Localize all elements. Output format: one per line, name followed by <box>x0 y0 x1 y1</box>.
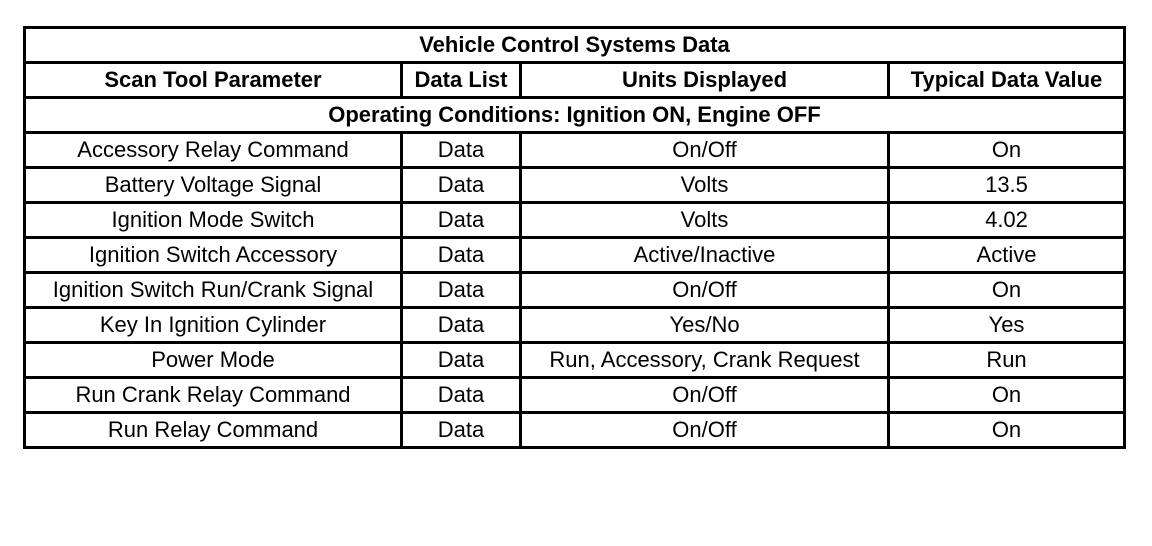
data-list-cell: Data <box>402 273 521 308</box>
header-typical-data-value: Typical Data Value <box>889 63 1125 98</box>
table-row <box>25 133 1125 168</box>
parameter-cell: Battery Voltage Signal <box>25 168 402 203</box>
data-list-cell: Data <box>402 413 521 448</box>
units-cell: On/Off <box>521 378 889 413</box>
header-scan-tool-parameter: Scan Tool Parameter <box>25 63 402 98</box>
units-cell: Active/Inactive <box>521 238 889 273</box>
data-list-cell: Data <box>402 308 521 343</box>
parameter-cell: Run Relay Command <box>25 413 402 448</box>
units-cell: On/Off <box>521 273 889 308</box>
typical-value-cell: On <box>889 133 1125 168</box>
units-cell: Volts <box>521 203 889 238</box>
typical-value-cell: Active <box>889 238 1125 273</box>
units-cell: Yes/No <box>521 308 889 343</box>
table-row <box>25 378 1125 413</box>
header-units-displayed: Units Displayed <box>521 63 889 98</box>
typical-value-cell: On <box>889 413 1125 448</box>
units-cell: Run, Accessory, Crank Request <box>521 343 889 378</box>
header-data-list: Data List <box>402 63 521 98</box>
data-list-cell: Data <box>402 168 521 203</box>
data-list-cell: Data <box>402 133 521 168</box>
table-header-row <box>25 63 1125 98</box>
data-list-cell: Data <box>402 343 521 378</box>
units-cell: On/Off <box>521 133 889 168</box>
table-row <box>25 413 1125 448</box>
typical-value-cell: 4.02 <box>889 203 1125 238</box>
typical-value-cell: Yes <box>889 308 1125 343</box>
units-cell: Volts <box>521 168 889 203</box>
parameter-cell: Key In Ignition Cylinder <box>25 308 402 343</box>
table-row <box>25 238 1125 273</box>
table-title-row <box>25 28 1125 63</box>
section-title-row <box>25 98 1125 133</box>
typical-value-cell: On <box>889 273 1125 308</box>
data-list-cell: Data <box>402 378 521 413</box>
table-row <box>25 273 1125 308</box>
units-cell: On/Off <box>521 413 889 448</box>
typical-value-cell: Run <box>889 343 1125 378</box>
vehicle-control-systems-table <box>23 26 1126 449</box>
table-row <box>25 203 1125 238</box>
table-row <box>25 343 1125 378</box>
parameter-cell: Run Crank Relay Command <box>25 378 402 413</box>
section-title: Operating Conditions: Ignition ON, Engine OFF <box>25 98 1125 133</box>
typical-value-cell: On <box>889 378 1125 413</box>
data-list-cell: Data <box>402 203 521 238</box>
parameter-cell: Power Mode <box>25 343 402 378</box>
data-list-cell: Data <box>402 238 521 273</box>
parameter-cell: Accessory Relay Command <box>25 133 402 168</box>
table-row <box>25 168 1125 203</box>
parameter-cell: Ignition Mode Switch <box>25 203 402 238</box>
parameter-cell: Ignition Switch Accessory <box>25 238 402 273</box>
table-row <box>25 308 1125 343</box>
parameter-cell: Ignition Switch Run/Crank Signal <box>25 273 402 308</box>
typical-value-cell: 13.5 <box>889 168 1125 203</box>
table-title: Vehicle Control Systems Data <box>25 28 1125 63</box>
